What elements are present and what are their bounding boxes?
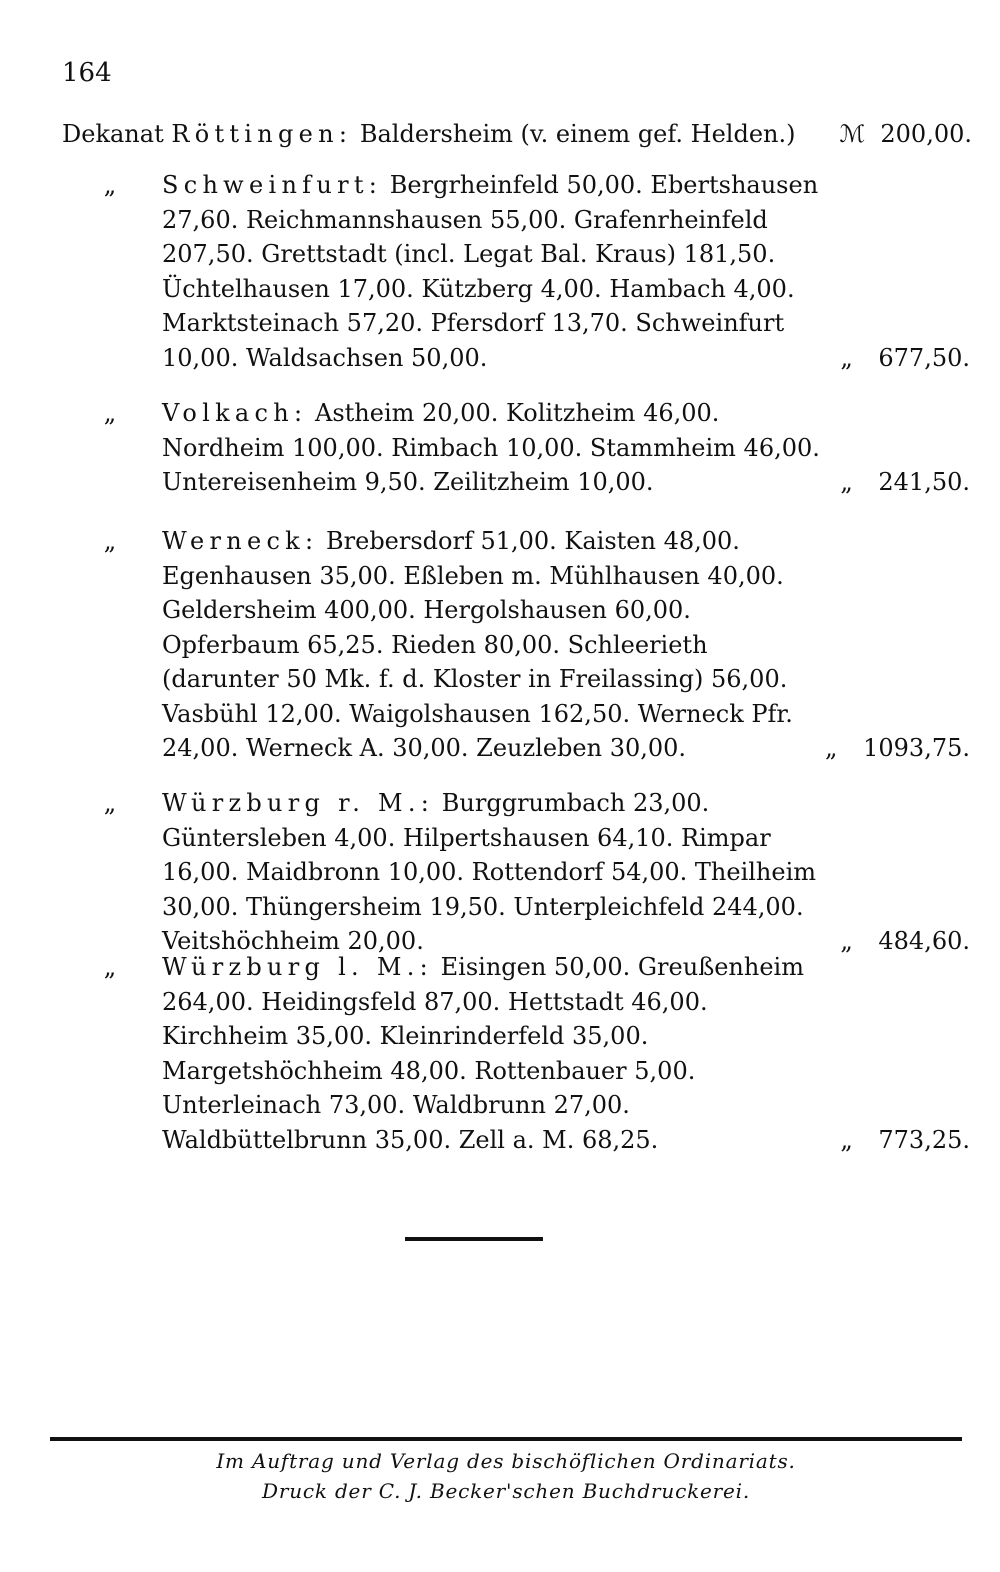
entry-text: Burggrumbach 23,00. Güntersleben 4,00. Hilpertshausen 64,10. Rimpar 16,00. Maidbronn 10,00. Rottendorf 54,00. Theilheim 30,00. Thüngersheim 19,50. Unterpleichfeld 244,00. Veitshöchheim 20,00. (162, 789, 817, 955)
deanery-name: Werneck: (162, 527, 319, 555)
deanery-name: Schweinfurt: (162, 171, 383, 199)
deanery-name: Volkach: (162, 399, 308, 427)
amount-value: 773,25. (878, 1125, 970, 1154)
deanery-name: Röttingen: (171, 120, 353, 148)
amount-ditto-mark: „ (840, 343, 853, 372)
entry-amount (825, 731, 970, 766)
entry-text: Baldersheim (v. einem gef. Helden.) (359, 120, 796, 148)
entry-amount (840, 341, 970, 376)
entry-text: Brebersdorf 51,00. Kaisten 48,00. Egenhausen 35,00. Eßleben m. Mühlhausen 40,00. Geldersheim 400,00. Hergolshausen 60,00. Opferbaum 65,25. Rieden 80,00. Schleerieth (darunter 50 Mk. f. d. Kloster in Freilassing) 56,00. Vasbühl 12,00. Waigolshausen 162,50. Werneck Pfr. 24,00. Werneck A. 30,00. Zeuzleben 30,00. (162, 527, 793, 762)
entry-text: Bergrheinfeld 50,00. Ebertshausen 27,60. Reichmannshausen 55,00. Grafenrheinfeld 207,50. Grettstadt (incl. Legat Bal. Kraus) 181,50. Üchtelhausen 17,00. Kützberg 4,00. Hambach 4,00. Marktsteinach 57,20. Pfersdorf 13,70. Schweinfurt 10,00. Waldsachsen 50,00. (162, 171, 819, 372)
deanery-entry-wuerzburg-lm (100, 950, 970, 1157)
deanery-entry-schweinfurt (100, 168, 970, 375)
amount-ditto-mark: „ (840, 468, 853, 496)
deanery-entry-werneck (100, 524, 970, 766)
entry-text: Astheim 20,00. Kolitzheim 46,00. Nordheim 100,00. Rimbach 10,00. Stammheim 46,00. Untereisenheim 9,50. Zeilitzheim 10,00. (162, 399, 820, 496)
ditto-mark: „ (103, 399, 117, 427)
currency-symbol: ℳ (839, 120, 866, 148)
imprint-printer: Druck der C. J. Becker'schen Buchdruckerei. (262, 1479, 750, 1503)
imprint-publisher: Im Auftrag und Verlag des bischöflichen Ordinariats. (216, 1449, 796, 1473)
amount-ditto-mark: „ (840, 927, 853, 955)
entry-amount (840, 1123, 970, 1158)
deanery-entry-volkach (100, 396, 970, 500)
deanery-entry-wuerzburg-rm (100, 786, 970, 959)
deanery-name: Würzburg l. M.: (162, 953, 433, 981)
amount-ditto-mark: „ (840, 1125, 853, 1154)
amount-value: 1093,75. (863, 734, 970, 762)
page-number: 164 (62, 58, 112, 88)
ditto-mark: „ (103, 527, 117, 555)
amount-value: 200,00. (880, 120, 972, 148)
entry-text: Eisingen 50,00. Greußenheim 264,00. Heidingsfeld 87,00. Hettstadt 46,00. Kirchheim 35,00. Kleinrinderfeld 35,00. Margetshöchheim 48,00. Rottenbauer 5,00. Unterleinach 73,00. Waldbrunn 27,00. Waldbüttelbrunn 35,00. Zell a. M. 68,25. (162, 953, 804, 1154)
footer-rule (50, 1437, 962, 1441)
amount-value: 241,50. (878, 468, 970, 496)
amount-value: 484,60. (878, 927, 970, 955)
deanery-prefix: Dekanat (62, 120, 164, 148)
entry-amount (839, 117, 972, 151)
deanery-name: Würzburg r. M.: (162, 789, 435, 817)
deanery-entry-roettingen (62, 117, 972, 151)
entry-amount (840, 465, 970, 500)
ditto-mark: „ (103, 171, 117, 199)
section-end-rule (405, 1237, 543, 1241)
amount-value: 677,50. (878, 343, 970, 372)
ditto-mark: „ (103, 789, 117, 817)
amount-ditto-mark: „ (825, 734, 838, 762)
ditto-mark: „ (103, 953, 117, 981)
